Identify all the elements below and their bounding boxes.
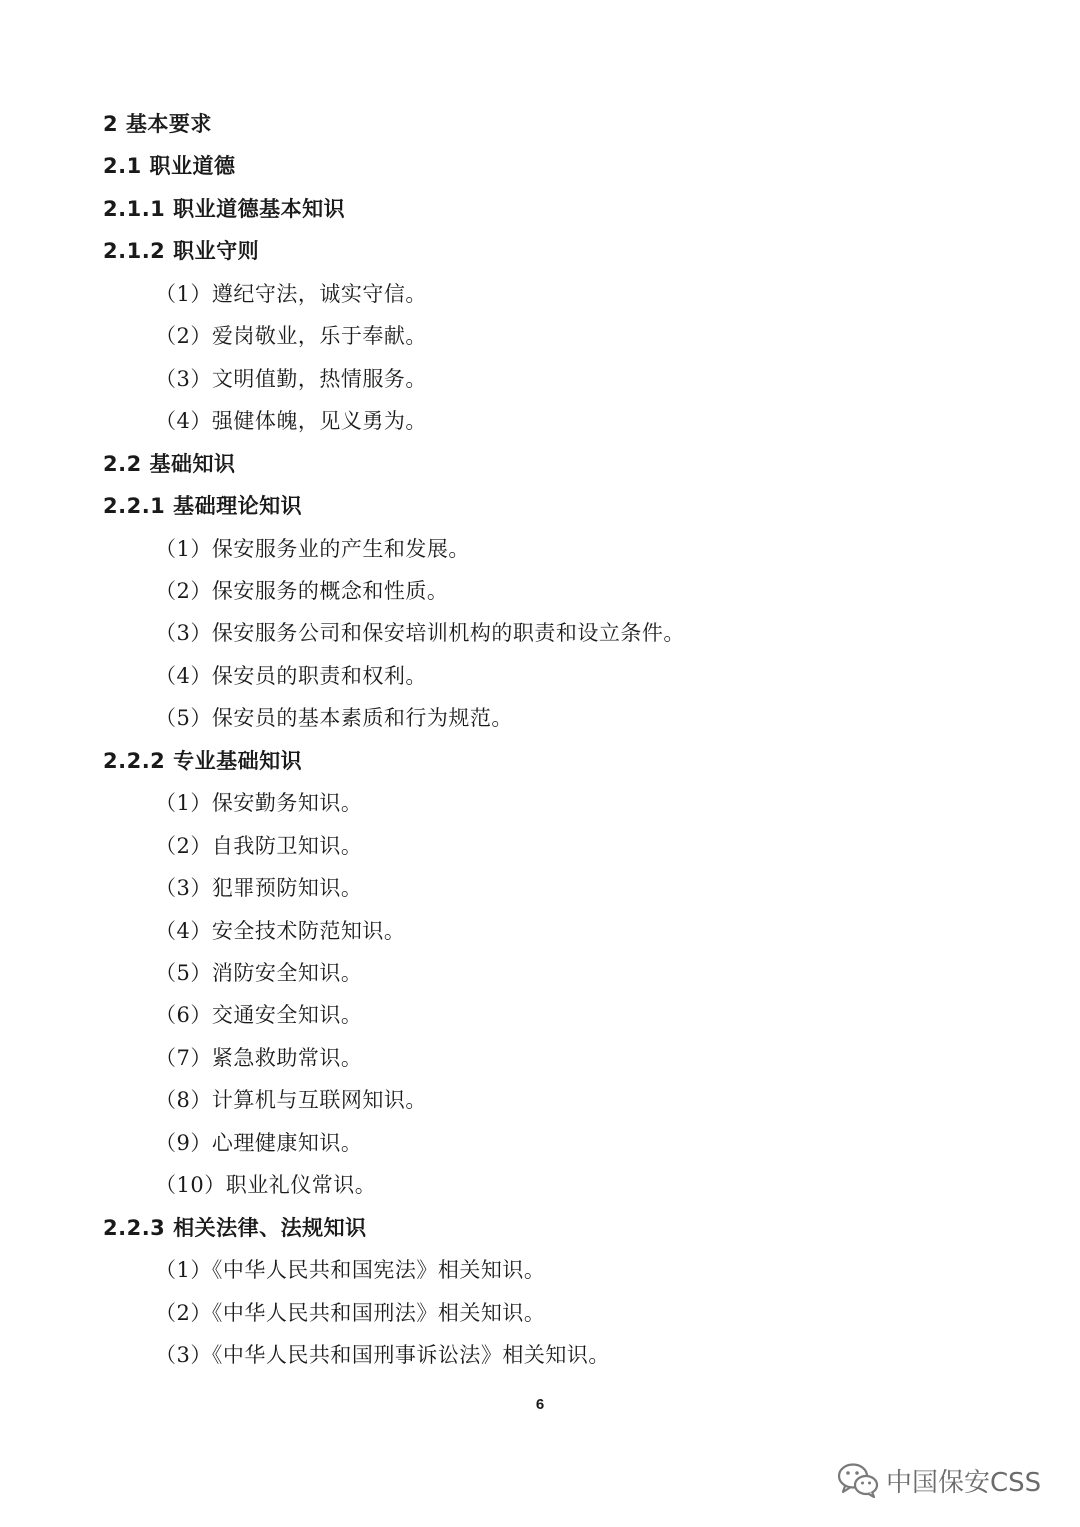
list-item: （7）紧急救助常识。: [155, 1045, 363, 1070]
section-heading: 2 基本要求: [103, 112, 212, 136]
list-item: （2）爱岗敬业，乐于奉献。: [155, 324, 427, 349]
watermark: [836, 1458, 1041, 1502]
list-item: （5）保安员的基本素质和行为规范。: [155, 706, 513, 731]
section-heading: 2.2.2 专业基础知识: [103, 748, 303, 773]
list-item: （3）文明值勤，热情服务。: [155, 366, 427, 391]
list-item: （4）保安员的职责和权利。: [155, 663, 427, 688]
list-item: （2）保安服务的概念和性质。: [155, 578, 449, 603]
list-item: （3）保安服务公司和保安培训机构的职责和设立条件。: [155, 621, 685, 646]
list-item: （9）心理健康知识。: [155, 1130, 363, 1155]
list-item: （2）《中华人民共和国刑法》相关知识。: [155, 1300, 546, 1325]
section-heading: 2.1.1 职业道德基本知识: [103, 196, 346, 221]
list-item: （6）交通安全知识。: [155, 1003, 363, 1028]
list-item: （3）《中华人民共和国刑事诉讼法》相关知识。: [155, 1343, 610, 1368]
list-item: （8）计算机与互联网知识。: [155, 1088, 427, 1113]
section-heading: 2.1.2 职业守则: [103, 239, 260, 264]
list-item: （1）遵纪守法，诚实守信。: [155, 281, 427, 306]
watermark-text: 中国保安CSS: [886, 1467, 1042, 1498]
list-item: （1）《中华人民共和国宪法》相关知识。: [155, 1258, 546, 1283]
wechat-icon: [836, 1460, 880, 1500]
list-item: （5）消防安全知识。: [155, 961, 363, 985]
list-item: （4）强健体魄，见义勇为。: [155, 409, 427, 434]
page-number: 6: [535, 1396, 545, 1413]
list-item: （4）安全技术防范知识。: [155, 918, 406, 943]
section-heading: 2.1 职业道德: [103, 154, 236, 179]
list-item: （10）职业礼仪常识。: [155, 1173, 377, 1198]
list-item: （2）自我防卫知识。: [155, 833, 363, 858]
list-item: （1）保安勤务知识。: [155, 791, 363, 816]
list-item: （3）犯罪预防知识。: [155, 876, 363, 901]
section-heading: 2.2 基础知识: [103, 451, 236, 476]
section-heading: 2.2.1 基础理论知识: [103, 494, 303, 519]
section-heading: 2.2.3 相关法律、法规知识: [103, 1215, 367, 1240]
list-item: （1）保安服务业的产生和发展。: [155, 536, 470, 561]
